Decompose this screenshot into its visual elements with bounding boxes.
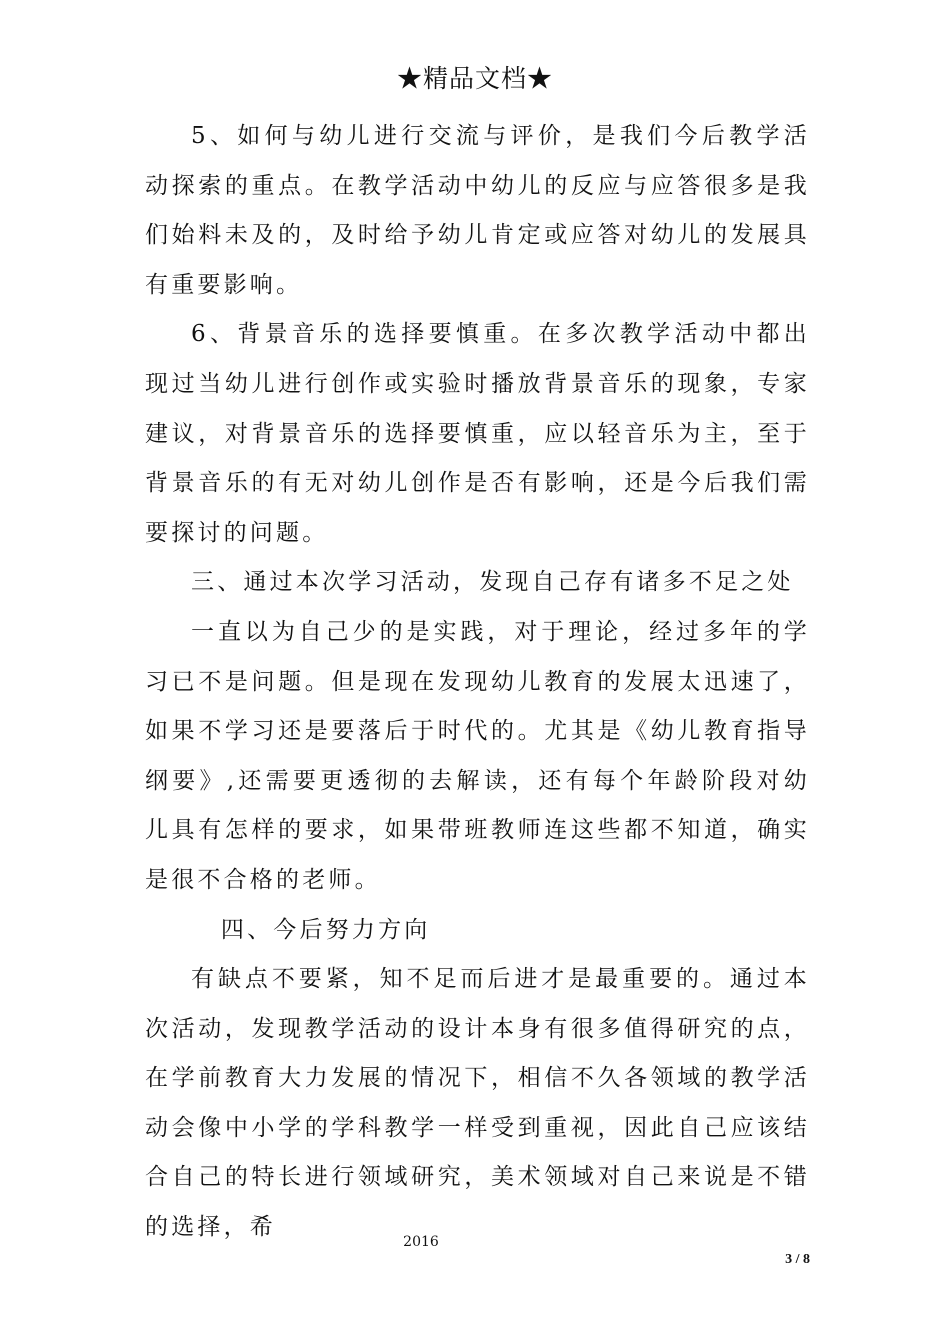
page-number: 3 / 8 (785, 1252, 810, 1267)
document-body (145, 112, 810, 1253)
section-heading-3: 三、通过本次学习活动，发现自己存有诸多不足之处 (191, 569, 794, 596)
page-header-title: ★精品文档★ (396, 64, 553, 93)
section-heading-4: 四、今后努力方向 (220, 916, 431, 943)
paragraph-section-3-body: 一直以为自己少的是实践，对于理论，经过多年的学习已不是问题。但是现在发现幼儿教育的发展太迅速了，如果不学习还是要落后于时代的。尤其是《幼儿教育指导纲要》,还需要更透彻的去解读，还有每个年龄阶段对幼儿具有怎样的要求，如果带班教师连这些都不知道，确实是很不合格的老师。 (145, 618, 810, 893)
paragraph-item-6: 6、背景音乐的选择要慎重。在多次教学活动中都出现过当幼儿进行创作或实验时播放背景音乐的现象，专家建议，对背景音乐的选择要慎重，应以轻音乐为主，至于背景音乐的有无对幼儿创作是否有影响，还是今后我们需要探讨的问题。 (145, 321, 810, 546)
paragraph-section-4-body: 有缺点不要紧，知不足而后进才是最重要的。通过本次活动，发现教学活动的设计本身有很多值得研究的点，在学前教育大力发展的情况下，相信不久各领域的教学活动会像中小学的学科教学一样受到重视，因此自己应该结合自己的特长进行领域研究，美术领域对自己来说是不错的选择，希 (145, 966, 810, 1241)
footer-year: 2016 (403, 1234, 439, 1250)
paragraph-item-5: 5、如何与幼儿进行交流与评价，是我们今后教学活动探索的重点。在教学活动中幼儿的反应与应答很多是我们始料未及的，及时给予幼儿肯定或应答对幼儿的发展具有重要影响。 (145, 123, 810, 298)
